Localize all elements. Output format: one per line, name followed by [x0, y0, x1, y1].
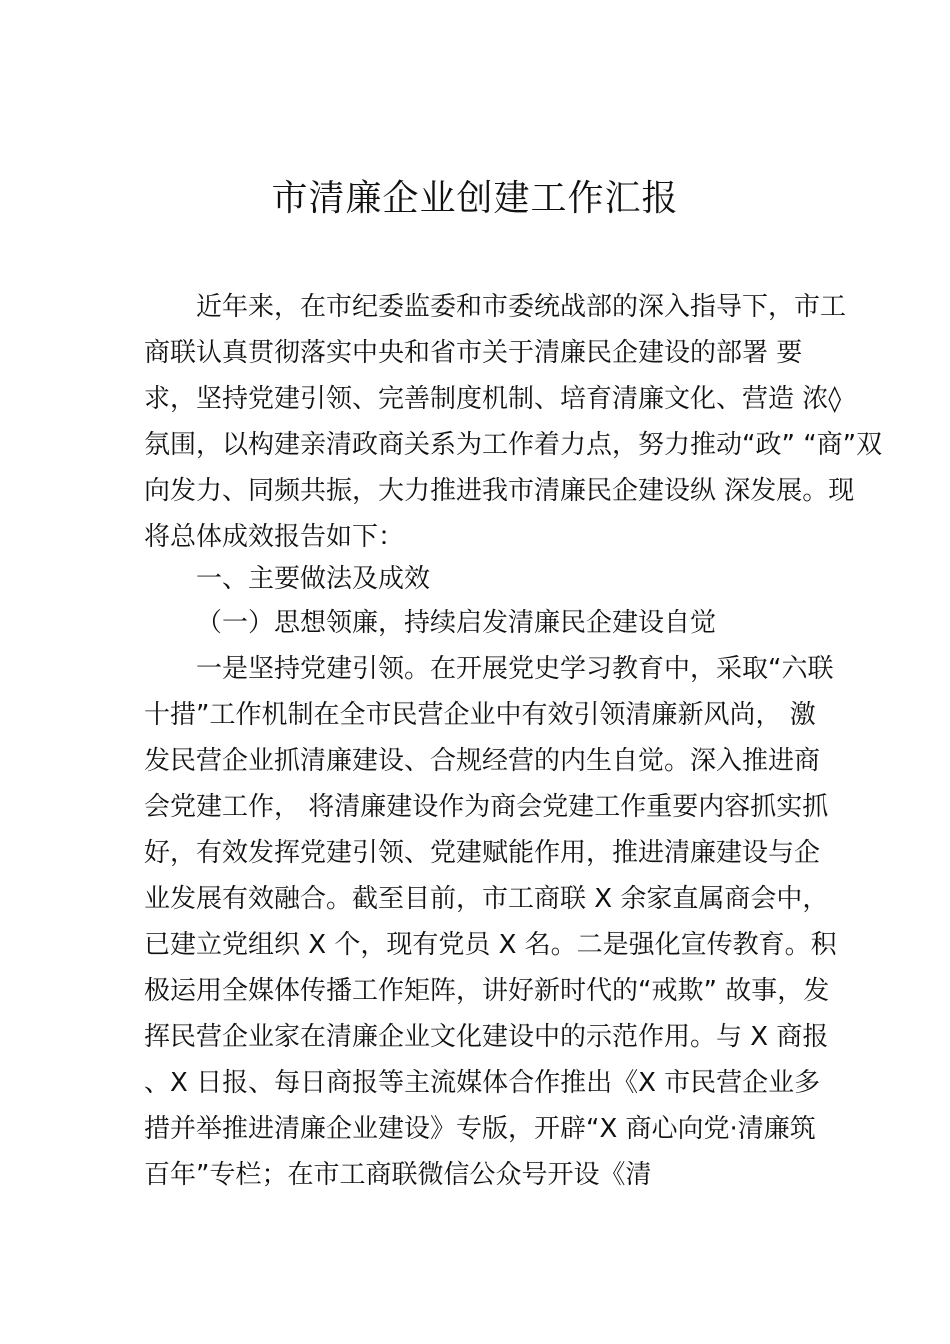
paragraph-line: 一是坚持党建引领。在开展党史学习教育中，采取“六联	[196, 654, 834, 684]
paragraph-line: 向发力、同频共振，大力推进我市清廉民企建设纵 深发展。现	[144, 476, 855, 506]
paragraph-line: 氛围，以构建亲清政商关系为工作着力点，努力推动“政” “商”双	[144, 430, 883, 460]
document-title: 市清廉企业创建工作汇报	[271, 178, 679, 219]
paragraph-line: 百年”专栏；在市工商联微信公众号开设《清	[144, 1160, 652, 1190]
section-heading: 一、主要做法及成效	[196, 564, 431, 594]
paragraph-line: 、X 日报、每日商报等主流媒体合作推出《X 市民营企业多	[144, 1068, 821, 1098]
paragraph-line: 措并举推进清廉企业建设》专版，开辟“X 商心向党·清廉筑	[144, 1114, 816, 1144]
paragraph-line: 业发展有效融合。截至目前，市工商联 X 余家直属商会中，	[144, 884, 829, 914]
paragraph-line: 极运用全媒体传播工作矩阵，讲好新时代的“戒欺” 故事，发	[144, 976, 830, 1006]
paragraph-line: 挥民营企业家在清廉企业文化建设中的示范作用。与 X 商报	[144, 1022, 829, 1052]
paragraph-line: 发民营企业抓清廉建设、合规经营的内生自觉。深入推进商	[144, 746, 821, 776]
paragraph-line: 已建立党组织 X 个，现有党员 X 名。二是强化宣传教育。积	[144, 930, 837, 960]
paragraph-line: 十措”工作机制在全市民营企业中有效引领清廉新风尚， 激	[144, 700, 816, 730]
paragraph-line: 会党建工作， 将清廉建设作为商会党建工作重要内容抓实抓	[144, 792, 829, 822]
paragraph-line: 近年来，在市纪委监委和市委统战部的深入指导下，市工	[196, 292, 847, 322]
paragraph-line: 商联认真贯彻落实中央和省市关于清廉民企建设的部署 要	[144, 338, 803, 368]
subsection-heading: （一）思想领廉，持续启发清廉民企建设自觉	[196, 608, 717, 638]
paragraph-line: 将总体成效报告如下：	[144, 522, 405, 552]
paragraph-line: 好，有效发挥党建引领、党建赋能作用，推进清廉建设与企	[144, 838, 821, 868]
paragraph-line: 求，坚持党建引领、完善制度机制、培育清廉文化、营造 浓◊	[144, 384, 842, 414]
